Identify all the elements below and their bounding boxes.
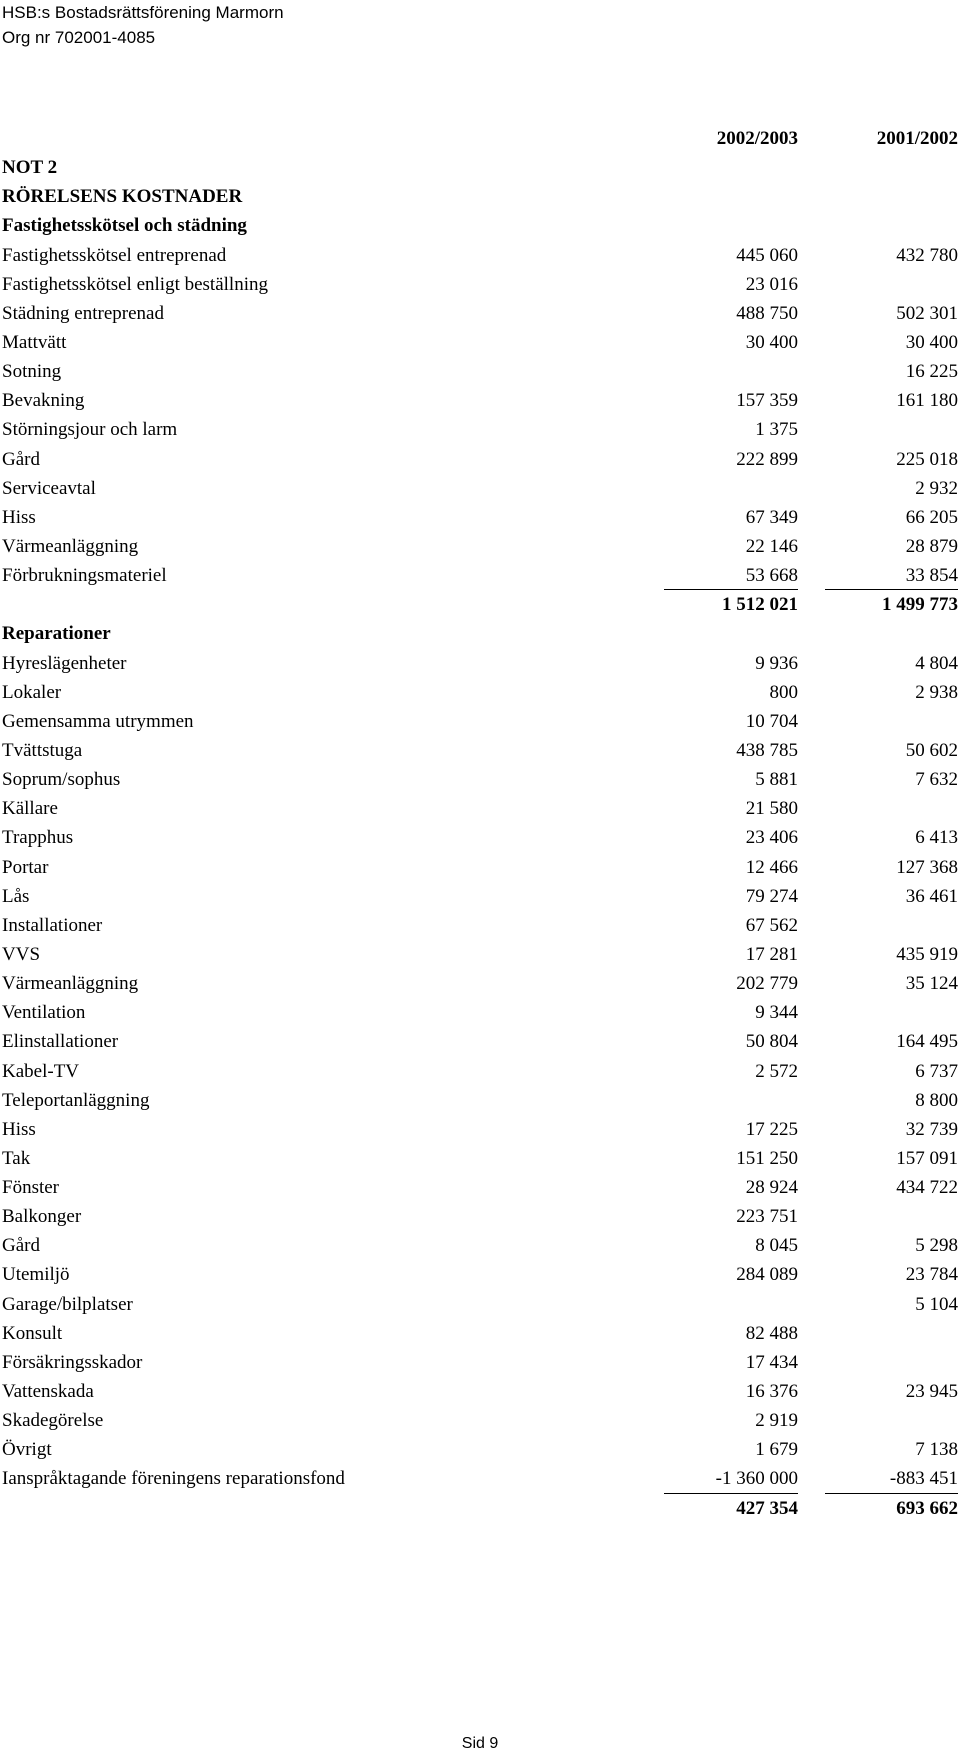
value-previous-year: 33 854: [905, 565, 958, 587]
row-label: Utemiljö: [2, 1264, 70, 1286]
table-row: [0, 1057, 960, 1086]
value-previous-year: 7 632: [915, 769, 958, 791]
value-previous-year: 161 180: [896, 390, 958, 412]
table-row: [0, 794, 960, 823]
value-previous-year: 5 104: [915, 1293, 958, 1315]
value-previous-year: 30 400: [905, 331, 958, 353]
table-row: [0, 1290, 960, 1319]
row-label: Fastighetsskötsel och städning: [2, 215, 247, 237]
value-previous-year: 16 225: [905, 361, 958, 383]
row-label: Ianspråktagande föreningens reparationsfond: [2, 1468, 345, 1490]
value-previous-year: 23 945: [905, 1381, 958, 1403]
table-body: [0, 153, 960, 1523]
value-previous-year: 434 722: [896, 1177, 958, 1199]
table-row: [0, 561, 960, 590]
row-label: Installationer: [2, 914, 103, 936]
row-label: Soprum/sophus: [2, 769, 121, 791]
row-label: Värmeanläggning: [2, 535, 139, 557]
value-previous-year: 28 879: [905, 535, 958, 557]
table-row: [0, 503, 960, 532]
table-row: [0, 678, 960, 707]
row-label: Bevakning: [2, 390, 85, 412]
value-previous-year: 693 662: [896, 1497, 958, 1519]
table-row: [0, 415, 960, 444]
value-current-year: 17 281: [745, 943, 798, 965]
table-row: [0, 969, 960, 998]
value-previous-year: 5 298: [915, 1235, 958, 1257]
section-heading: [0, 619, 960, 648]
value-current-year: 488 750: [736, 302, 798, 324]
table-row: [0, 823, 960, 852]
row-label: Skadegörelse: [2, 1410, 104, 1432]
table-row: [0, 532, 960, 561]
column-header-previous-year: 2001/2002: [876, 128, 958, 149]
table-row: [0, 707, 960, 736]
value-current-year: 16 376: [745, 1381, 798, 1403]
value-current-year: 79 274: [745, 885, 798, 907]
row-label: Elinstallationer: [2, 1031, 119, 1053]
row-label: RÖRELSENS KOSTNADER: [2, 186, 243, 208]
table-row: [0, 1260, 960, 1289]
value-current-year: 157 359: [736, 390, 798, 412]
table-row: [0, 853, 960, 882]
table-row: [0, 1406, 960, 1435]
value-current-year: 438 785: [736, 739, 798, 761]
value-current-year: -1 360 000: [715, 1468, 798, 1490]
value-previous-year: 8 800: [915, 1089, 958, 1111]
table-row: [0, 911, 960, 940]
value-previous-year: 36 461: [905, 885, 958, 907]
value-current-year: 222 899: [736, 448, 798, 470]
value-current-year: 5 881: [755, 769, 798, 791]
row-label: Gård: [2, 448, 40, 470]
value-previous-year: 164 495: [896, 1031, 958, 1053]
table-row: [0, 445, 960, 474]
value-current-year: 53 668: [745, 565, 798, 587]
row-label: NOT 2: [2, 157, 58, 179]
value-current-year: 427 354: [736, 1497, 798, 1519]
row-label: Gård: [2, 1235, 40, 1257]
row-label: Hiss: [2, 506, 36, 528]
table-row: [0, 1144, 960, 1173]
table-row: [0, 270, 960, 299]
row-label: Städning entreprenad: [2, 302, 164, 324]
row-label: Teleportanläggning: [2, 1089, 150, 1111]
value-previous-year: 2 932: [915, 477, 958, 499]
table-row: [0, 1086, 960, 1115]
table-row: [0, 1115, 960, 1144]
row-label: VVS: [2, 943, 41, 965]
value-previous-year: 502 301: [896, 302, 958, 324]
value-current-year: 151 250: [736, 1147, 798, 1169]
row-label: Portar: [2, 856, 49, 878]
row-label: Tvättstuga: [2, 739, 83, 761]
value-current-year: 1 375: [755, 419, 798, 441]
row-label: Hyreslägenheter: [2, 652, 127, 674]
value-current-year: 50 804: [745, 1031, 798, 1053]
row-label: Förbrukningsmateriel: [2, 565, 167, 587]
value-previous-year: -883 451: [889, 1468, 958, 1490]
subtotal-row: [0, 1494, 960, 1523]
row-label: Sotning: [2, 361, 62, 383]
table-row: [0, 998, 960, 1027]
section-heading: [0, 211, 960, 240]
value-current-year: 284 089: [736, 1264, 798, 1286]
table-row: [0, 940, 960, 969]
value-current-year: 2 572: [755, 1060, 798, 1082]
value-current-year: 223 751: [736, 1206, 798, 1228]
value-current-year: 2 919: [755, 1410, 798, 1432]
value-previous-year: 432 780: [896, 244, 958, 266]
value-current-year: 17 225: [745, 1118, 798, 1140]
row-label: Mattvätt: [2, 331, 67, 353]
value-previous-year: 435 919: [896, 943, 958, 965]
subtotal-row: [0, 590, 960, 619]
value-current-year: 1 679: [755, 1439, 798, 1461]
table-row: [0, 1348, 960, 1377]
section-heading: [0, 153, 960, 182]
value-current-year: 10 704: [745, 710, 798, 732]
row-label: Värmeanläggning: [2, 973, 139, 995]
row-label: Fastighetsskötsel entreprenad: [2, 244, 227, 266]
row-label: Lås: [2, 885, 30, 907]
value-previous-year: 127 368: [896, 856, 958, 878]
table-row: [0, 1202, 960, 1231]
value-previous-year: 6 737: [915, 1060, 958, 1082]
value-current-year: 30 400: [745, 331, 798, 353]
value-previous-year: 7 138: [915, 1439, 958, 1461]
page-number: Sid 9: [461, 1735, 499, 1752]
value-current-year: 23 406: [745, 827, 798, 849]
table-row: [0, 765, 960, 794]
row-label: Försäkringsskador: [2, 1351, 143, 1373]
value-current-year: 1 512 021: [722, 594, 798, 616]
row-label: Gemensamma utrymmen: [2, 710, 194, 732]
cost-note-table: [0, 124, 960, 1523]
table-row: [0, 328, 960, 357]
row-label: Konsult: [2, 1322, 63, 1344]
value-current-year: 9 936: [755, 652, 798, 674]
row-label: Trapphus: [2, 827, 74, 849]
table-row: [0, 299, 960, 328]
organization-number: Org nr 702001-4085: [2, 28, 156, 47]
column-header-row: [0, 124, 960, 153]
section-heading: [0, 182, 960, 211]
value-previous-year: 32 739: [905, 1118, 958, 1140]
row-label: Hiss: [2, 1118, 36, 1140]
row-label: Reparationer: [2, 623, 111, 645]
value-previous-year: 225 018: [896, 448, 958, 470]
value-previous-year: 6 413: [915, 827, 958, 849]
table-row: [0, 1377, 960, 1406]
value-current-year: 21 580: [745, 798, 798, 820]
table-row: [0, 1173, 960, 1202]
value-current-year: 12 466: [745, 856, 798, 878]
row-label: Tak: [2, 1147, 31, 1169]
row-label: Ventilation: [2, 1002, 86, 1024]
value-previous-year: 50 602: [905, 739, 958, 761]
row-label: Störningsjour och larm: [2, 419, 178, 441]
table-row: [0, 357, 960, 386]
table-row: [0, 1435, 960, 1464]
value-current-year: 8 045: [755, 1235, 798, 1257]
table-row: [0, 241, 960, 270]
value-current-year: 202 779: [736, 973, 798, 995]
row-label: Garage/bilplatser: [2, 1293, 133, 1315]
value-current-year: 82 488: [745, 1322, 798, 1344]
row-label: Serviceavtal: [2, 477, 96, 499]
value-previous-year: 157 091: [896, 1147, 958, 1169]
organization-name: HSB:s Bostadsrättsförening Marmorn: [2, 3, 284, 22]
value-current-year: 23 016: [745, 273, 798, 295]
value-previous-year: 23 784: [905, 1264, 958, 1286]
table-row: [0, 736, 960, 765]
table-row: [0, 386, 960, 415]
value-previous-year: 4 804: [915, 652, 958, 674]
value-previous-year: 35 124: [905, 973, 958, 995]
value-current-year: 800: [769, 681, 798, 703]
value-current-year: 67 562: [745, 914, 798, 936]
row-label: Övrigt: [2, 1439, 52, 1461]
table-row: [0, 1319, 960, 1348]
table-row: [0, 1464, 960, 1493]
row-label: Fastighetsskötsel enligt beställning: [2, 273, 268, 295]
table-row: [0, 1027, 960, 1056]
row-label: Fönster: [2, 1177, 59, 1199]
value-previous-year: 66 205: [905, 506, 958, 528]
value-current-year: 445 060: [736, 244, 798, 266]
value-current-year: 22 146: [745, 535, 798, 557]
value-current-year: 67 349: [745, 506, 798, 528]
row-label: Lokaler: [2, 681, 62, 703]
table-row: [0, 649, 960, 678]
value-current-year: 17 434: [745, 1351, 798, 1373]
row-label: Balkonger: [2, 1206, 82, 1228]
table-row: [0, 882, 960, 911]
table-row: [0, 474, 960, 503]
value-current-year: 28 924: [745, 1177, 798, 1199]
row-label: Källare: [2, 798, 58, 820]
table-row: [0, 1231, 960, 1260]
row-label: Vattenskada: [2, 1381, 94, 1403]
row-label: Kabel-TV: [2, 1060, 80, 1082]
value-previous-year: 2 938: [915, 681, 958, 703]
column-header-current-year: 2002/2003: [716, 128, 798, 149]
value-previous-year: 1 499 773: [882, 594, 958, 616]
document-header: [2, 0, 284, 50]
value-current-year: 9 344: [755, 1002, 798, 1024]
